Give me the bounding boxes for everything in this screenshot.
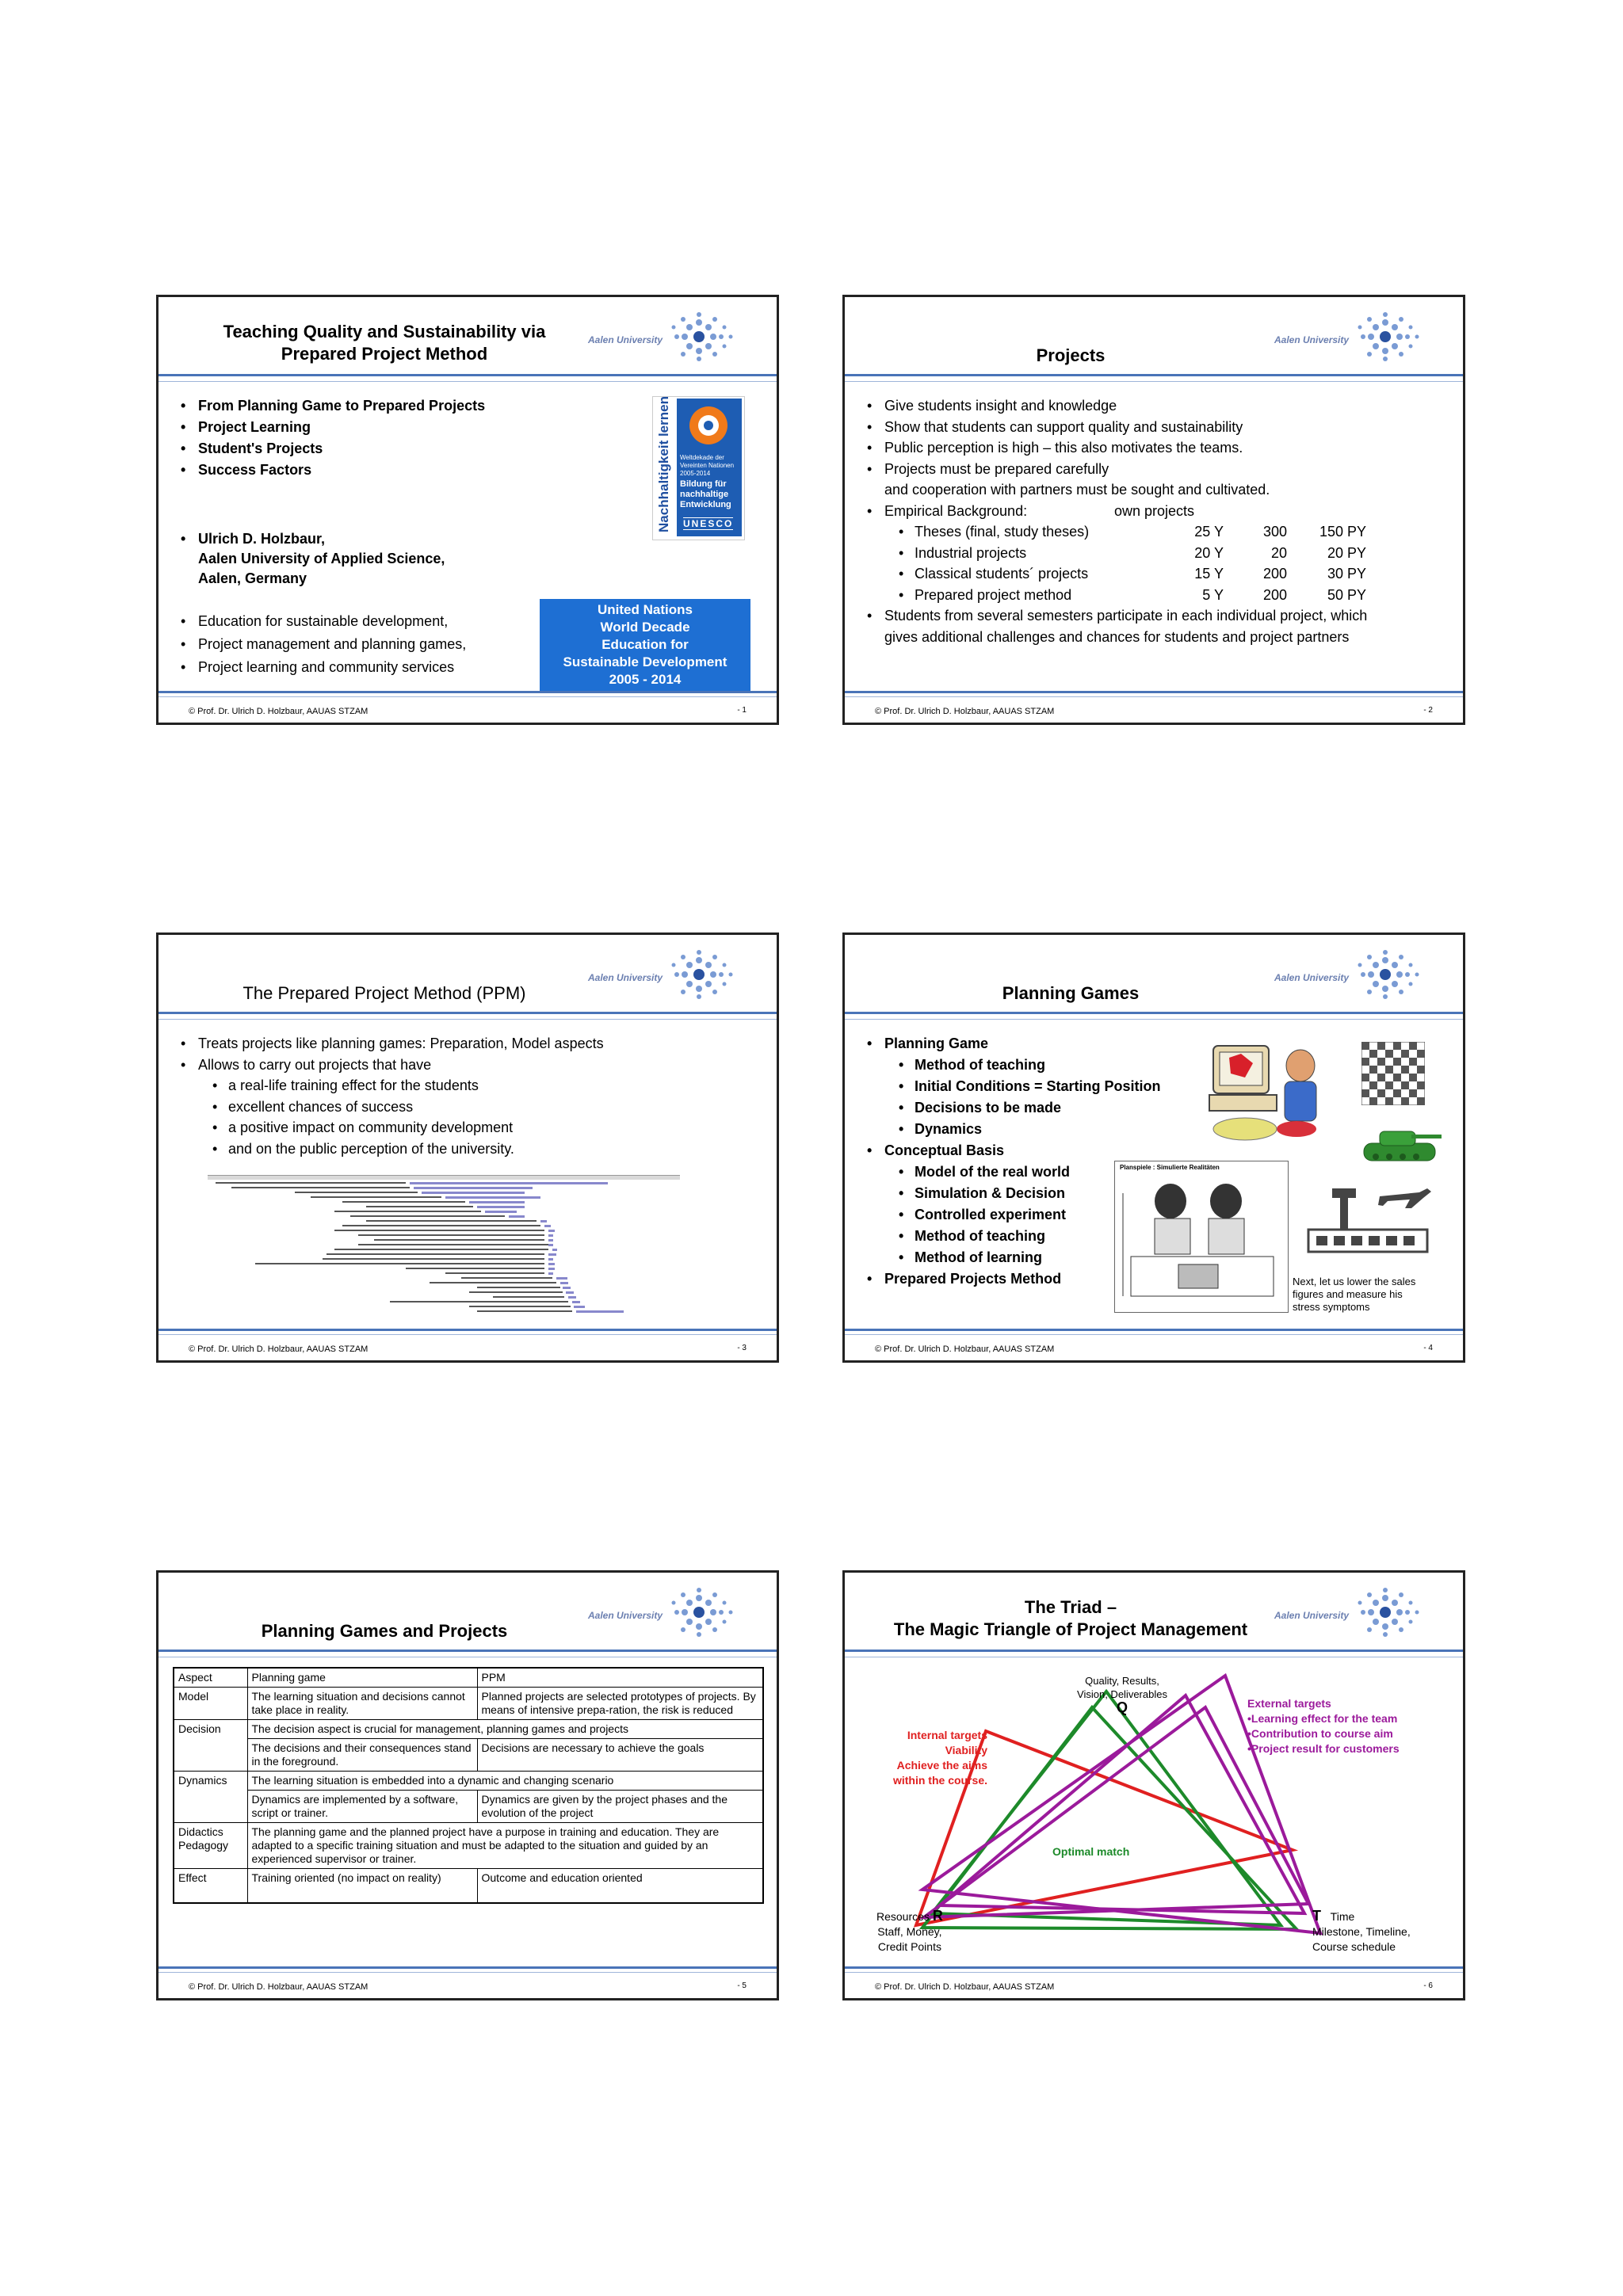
computer-kid-clipart [1205, 1030, 1324, 1149]
internal-targets: Internal targets Viability Achieve the aims within the course. [892, 1729, 987, 1787]
aalen-logo: Aalen University [1274, 305, 1441, 370]
green-triangle-2 [932, 1691, 1281, 1925]
aalen-logo: Aalen University [588, 943, 754, 1008]
chessboard-icon [1361, 1042, 1425, 1105]
external-targets: External targets •Learning effect for the team •Contribution to course aim •Project result for customers [1247, 1697, 1400, 1755]
unesco-logo: Nachhaltigkeit lernen Weltdekade der Vereinten Nationen 2005-2014 Bildung für nachhaltige Entwicklung UNESCO [652, 396, 745, 540]
aalen-logo: Aalen University [588, 1581, 754, 1646]
page-number: - 2 [1423, 706, 1433, 715]
table-row: Model The learning situation and decisions cannot take place in reality. Planned projects are selected prototypes of projects. By means of intensive prepa-ration, the risk is reduced [174, 1688, 763, 1720]
page-number: - 5 [737, 1981, 747, 1990]
slide-5 [156, 1570, 779, 2000]
topics-list: • From Planning Game to Prepared Projects • Project Learning • Student's Projects • Success Factors [179, 395, 485, 481]
footer: © Prof. Dr. Ulrich D. Holzbaur, AAUAS STZAM [875, 707, 1055, 716]
page-number: - 3 [737, 1344, 747, 1352]
empirical-row: • Prepared project method 5 Y 200 50 PY [865, 585, 1452, 606]
table-row: Effect Training oriented (no impact on reality) Outcome and education oriented [174, 1869, 763, 1904]
airport-icon [1300, 1173, 1435, 1260]
author-block: • Ulrich D. Holzbaur, Aalen University of Applied Science, Aalen, Germany [179, 529, 445, 589]
slide-title: The Prepared Project Method (PPM) [242, 983, 526, 1003]
empirical-row: • Classical students´ projects 15 Y 200 30 PY [865, 563, 1452, 585]
table-row: Dynamics The learning situation is embedded into a dynamic and changing scenario [174, 1772, 763, 1791]
table-row: Dynamics are implemented by a software, script or trainer. Dynamics are given by the project phases and the evolution of the project [174, 1791, 763, 1823]
aalen-logo: Aalen University [1274, 943, 1441, 1008]
table-row: Decision The decision aspect is crucial for management, planning games and projects [174, 1720, 763, 1739]
table-row: Didactics Pedagogy The planning game and the planned project have a purpose in training and education. They are adapted to a specific training situation and must be adapted to the situation and guided by an experienced supervisor or trainer. [174, 1823, 763, 1869]
planning-games-list: • Planning Game • Method of teaching • Initial Conditions = Starting Position • Decisions to be made • Dynamics • Conceptual Basis • Model of the real world • Simulation & Decision • Controlled experiment • Method of teaching • Method of learning • Prepared Projects Method [865, 1033, 1161, 1290]
aalen-logo: Aalen University [588, 305, 754, 370]
table-row: The decisions and their consequences stand in the foreground. Decisions are necessary to achieve the goals [174, 1739, 763, 1772]
cartoon-caption: Next, let us lower the sales figures and measure his stress symptoms [1293, 1276, 1416, 1313]
comparison-table [173, 1667, 764, 1904]
gantt-chart-image [208, 1175, 680, 1317]
r-label: Resources R Staff, Money, Credit Points [876, 1908, 943, 1953]
slide-6 [842, 1570, 1465, 2000]
slide-title: Planning Games [1002, 983, 1140, 1003]
page-number: - 1 [737, 706, 747, 715]
aalen-logo: Aalen University [1274, 1581, 1441, 1646]
projects-list: • Give students insight and knowledge • Show that students can support quality and sustainability • Public perception is high – this also motivates the teams. • Projects must be prepared carefully and cooperation with partners must be sought and cultivated. • Empirical Background: own projects • Theses (final, study theses) 25 Y 300 150 PY • Industrial projects 20 Y 20 20 PY • Classical students´ projects 15 Y 200 30 PY • Prepared project method 5 Y 200 50 PY • Students from several semesters participate in each individual project, which gives additional challenges and chances for students and project partners [865, 395, 1452, 647]
table-row: Aspect Planning game PPM [174, 1668, 763, 1688]
un-decade-box: United Nations World Decade Education for Sustainable Development 2005 - 2014 [540, 599, 750, 691]
page-number: - 4 [1423, 1344, 1433, 1352]
empirical-row: • Theses (final, study theses) 25 Y 300 150 PY [865, 521, 1452, 543]
slide-4 [842, 933, 1465, 1363]
footer: © Prof. Dr. Ulrich D. Holzbaur, AAUAS STZAM [875, 1344, 1055, 1354]
slide-2 [842, 295, 1465, 725]
footer: © Prof. Dr. Ulrich D. Holzbaur, AAUAS STZAM [875, 1982, 1055, 1992]
slide-3 [156, 933, 779, 1363]
page-number: - 6 [1423, 1981, 1433, 1990]
education-list: • Education for sustainable development, • Project management and planning games, • Project learning and community services [179, 610, 466, 679]
slide-1 [156, 295, 779, 725]
empirical-row: • Industrial projects 20 Y 20 20 PY [865, 543, 1452, 564]
slide-title: Projects [1036, 345, 1106, 365]
slide-title: Teaching Quality and Sustainability via Prepared Project Method [223, 322, 546, 364]
simulation-cartoon: Planspiele : Simulierte Realitäten [1114, 1161, 1289, 1313]
optimal-match-label: Optimal match [1052, 1845, 1130, 1858]
ppm-list: • Treats projects like planning games: Preparation, Model aspects • Allows to carry out projects that have • a real-life training effect for the students • excellent chances of success • a positive impact on community development • and on the public perception of the university. [179, 1033, 604, 1159]
q-label: Quality, Results, Vision, Deliverables Q [1077, 1675, 1167, 1715]
t-label: T Time Milestone, Timeline, Course schedule [1312, 1908, 1411, 1953]
slide-title: Planning Games and Projects [261, 1621, 508, 1641]
footer: © Prof. Dr. Ulrich D. Holzbaur, AAUAS STZAM [189, 707, 369, 716]
footer: © Prof. Dr. Ulrich D. Holzbaur, AAUAS STZAM [189, 1344, 369, 1354]
slide-title: The Triad – The Magic Triangle of Project Management [893, 1597, 1248, 1639]
tank-icon [1356, 1116, 1443, 1171]
footer: © Prof. Dr. Ulrich D. Holzbaur, AAUAS STZAM [189, 1982, 369, 1992]
